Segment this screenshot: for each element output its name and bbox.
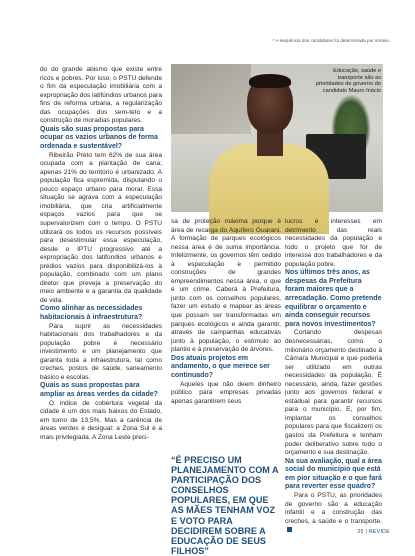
page-number: 25 — [357, 529, 364, 535]
question: Na sua avaliação, qual a área social do município que está em pior situação e o que fará para reverter esse quadro? — [285, 457, 382, 491]
page-footer — [357, 529, 390, 535]
footer-separator: | — [365, 529, 368, 535]
right-column — [285, 218, 382, 535]
question: Como alinhar as necessidades habitacionais à infraestrutura? — [40, 305, 143, 322]
left-column — [40, 66, 162, 442]
paragraph: Para suprir as necessidades habitacionais dos trabalhadores e da população pobre é necessário investimento e um planejamento que garanta toda a infraestrutura, tal como creches, postos de saúde, saneamento básico e escolas. — [40, 322, 162, 381]
middle-column — [171, 218, 281, 406]
photo-caption: Educação, saúde e transporte são as prioridades de governo do candidato Mauro Inácio — [316, 68, 381, 94]
pull-quote: “É PRECISO UM PLANEJAMENTO COM A PARTICIPAÇÃO DOS CONSELHOS POPULARES, EM QUE AS MÃES TENHAM VOZ E VOTO PARA DECIDIREM SOBRE A EDUCAÇÃO DE SEUS FILHOS” — [171, 455, 279, 556]
end-mark-icon — [287, 527, 292, 532]
photo-hair — [249, 74, 291, 88]
paragraph: lucros e interesses em detrimento das reais necessidades da população e todo o projeto que for de interesse dos trabalhadores e da população pobre. — [285, 218, 382, 268]
paragraph: sa de proteção máxima porque é área de recarga do Aquífero Guarani. A formação de parques ecológicos nessa área é de suma importância. Infelizmente, os governos têm cedido à especulação e permitido construções de grandes empreendimentos nessa área, o que é um crime. Caberá à Prefeitura, junto com os conselhos populares, fazer um estudo e mapear as áreas que possam ser transformadas em parques ecológicos e ainda garantir, através de campanhas educativas junto à população, o estímulo ao plantio e à preservação de árvores. — [171, 218, 281, 354]
question: Nos últimos três anos, as despesas da Prefeitura foram maiores que a arrecadação. Como pretende equilibrar o orçamento e ainda conseguir recursos para novos investimentos? — [285, 269, 382, 328]
question: Dos atuais projetos em andamento, o que merece ser continuado? — [171, 354, 270, 379]
paragraph: O índice de cobertura vegetal da cidade é um dos mais baixos do Estado, em torno de 13,5%. Mas a carência de áreas verdes é desigual: a Zona Sul é a mais privilegiada. A Zona Leste preci- — [40, 399, 162, 441]
question: Quais são suas propostas para ocupar os vazios urbanos de forma ordenada e sustentável? — [40, 125, 158, 151]
paragraph: Ribeirão Preto tem 62% de sua área ocupada com a plantação de cana; apenas 21% do território é urbanizado. A população fica espremida, disputando o pouco espaço urbano para morar. Essa situação se agrava com a especulação imobiliária, que cria artificialmente espaços vazios para que se supervalorizem com o tempo. O PSTU utilizará os todos os recursos possíveis para desestimular essa especulação, desde o IPTU progressivo até a expropriação dos latifúndios urbanos e prédios vazios para disponibilizá-los à população, combinado com um plano diretor que preveja a preservação do meio ambiente e a garantia da qualidade de vida. — [40, 151, 162, 304]
sorting-note: * A sequência dos candidatos foi determinada por sorteio. — [272, 38, 390, 43]
paragraph: Aqueles que não deem dinheiro público para empresas privadas apenas garantirem seus — [171, 380, 281, 405]
photo-background-frame — [171, 64, 251, 134]
question: Quais as suas propostas para ampliar as áreas verdes da cidade? — [40, 382, 158, 399]
paragraph: Cortando despesas desnecessárias, como o milionário orçamento destinado à Câmara Municipal e que poderia ser utilizado em outras necessidades da população. É necessário, ainda, fazer gestões junto aos governos federal e estadual para garantir recursos para o município. E, por fim, implantar os conselhos populares para que fiscalizem os gastos da Prefeitura e tenham poder deliberativo sobre todo o orçamento e sua destinação. — [285, 329, 382, 457]
paragraph: do do grande abismo que existe entre ricos e pobres. Por isso, o PSTU defende o fim da especulação imobiliária com a expropriação dos latifúndios urbanos para fins de reforma urbana, a regularização das ocupações dos sem-teto e a construção de moradias populares. — [40, 66, 162, 125]
magazine-name: REVIDE — [368, 529, 390, 535]
paragraph-text: Para o PSTU, as prioridades de governo são a educação infantil e a construção das creches, a saúde e o transporte. — [285, 492, 382, 525]
